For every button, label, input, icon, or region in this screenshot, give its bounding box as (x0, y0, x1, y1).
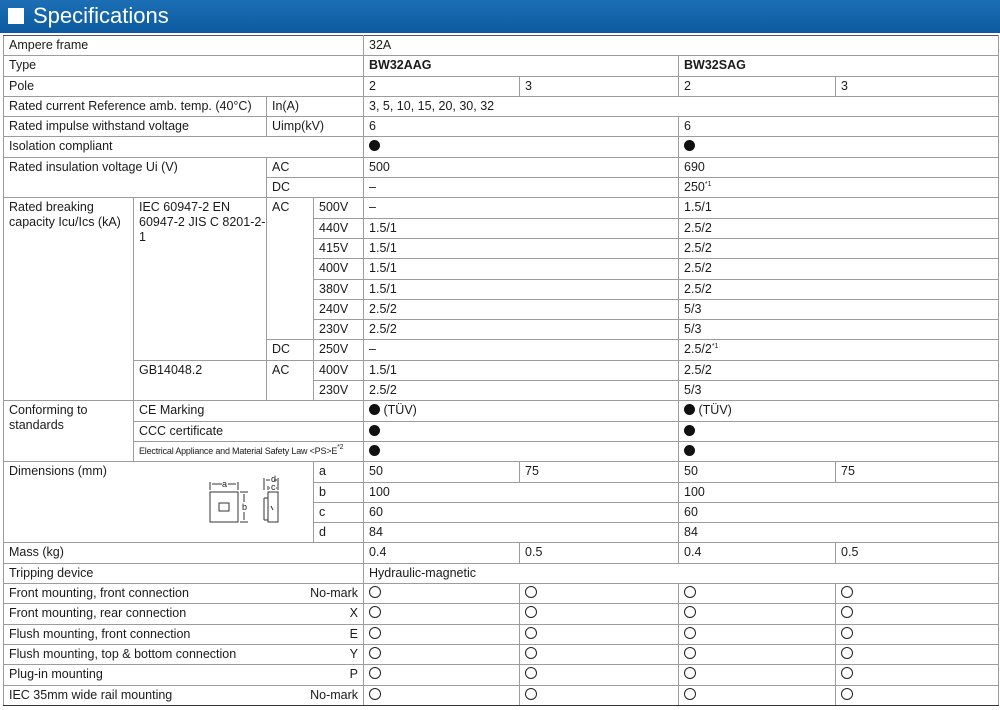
mount-cell (520, 685, 679, 705)
open-circle-icon (369, 688, 381, 700)
filled-circle-icon (369, 425, 380, 436)
mount-cell (520, 584, 679, 604)
open-circle-icon (369, 647, 381, 659)
mount-cell (364, 665, 520, 685)
pole-aag-2: 2 (364, 76, 520, 96)
table-row (4, 360, 999, 380)
mounting-mark: No-mark (310, 687, 359, 702)
breaking-aag: 1.5/1 (364, 360, 679, 380)
breaking-voltage: 230V (314, 320, 364, 340)
open-circle-icon (525, 627, 537, 639)
open-circle-icon (841, 586, 853, 598)
front-view-outline (210, 492, 238, 522)
breaking-aag: 2.5/2 (364, 381, 679, 401)
side-view-outline (268, 492, 278, 522)
open-circle-icon (841, 647, 853, 659)
breaking-sag (679, 340, 999, 360)
insulation-ac: AC (267, 157, 364, 177)
mounting-mark: X (349, 606, 359, 621)
breaking-voltage: 380V (314, 279, 364, 299)
dim-a-sag-3: 75 (836, 462, 999, 482)
open-circle-icon (684, 586, 696, 598)
isolation-sag (679, 137, 999, 157)
breaking-sag: 1.5/1 (679, 198, 999, 218)
table-row (4, 36, 999, 56)
ce-aag-value: (TÜV) (383, 403, 417, 418)
fig-label-d: d (271, 474, 277, 484)
breaking-sag-value: 2.5/2 (684, 342, 712, 357)
mass-label: Mass (kg) (4, 543, 364, 563)
mounting-mark: E (349, 626, 359, 641)
insulation-ac-sag: 690 (679, 157, 999, 177)
filled-circle-icon (684, 445, 695, 456)
dimensions-label: Dimensions (mm) (4, 462, 314, 543)
isolation-label: Isolation compliant (4, 137, 364, 157)
open-circle-icon (684, 627, 696, 639)
mount-cell (679, 624, 836, 644)
dim-key: b (314, 482, 364, 502)
pse-label (134, 441, 364, 461)
conforming-label: Conforming to standards (4, 401, 134, 462)
table-row (4, 76, 999, 96)
breaking-sag: 2.5/2 (679, 238, 999, 258)
impulse-aag: 6 (364, 117, 679, 137)
open-circle-icon (525, 606, 537, 618)
dimension-figure (200, 470, 300, 534)
breaking-ac: AC (267, 360, 314, 401)
open-circle-icon (684, 647, 696, 659)
mount-cell (679, 685, 836, 705)
filled-circle-icon (369, 445, 380, 456)
rated-current-label: Rated current Reference amb. temp. (40°C) (4, 96, 267, 116)
insulation-dc: DC (267, 178, 364, 198)
dim-d-aag: 84 (364, 523, 679, 543)
impulse-label: Rated impulse withstand voltage (4, 117, 267, 137)
mass-sag-3: 0.5 (836, 543, 999, 563)
open-circle-icon (369, 606, 381, 618)
breaking-sag: 2.5/2 (679, 279, 999, 299)
breaking-capacity-label: Rated breaking capacity Icu/Ics (kA) (4, 198, 134, 401)
mount-cell (679, 604, 836, 624)
open-circle-icon (841, 667, 853, 679)
ampere-frame-label: Ampere frame (4, 36, 364, 56)
breaking-aag: 1.5/1 (364, 259, 679, 279)
pse-aag (364, 441, 679, 461)
type-sag: BW32SAG (679, 56, 999, 76)
breaking-sag: 5/3 (679, 381, 999, 401)
table-row (4, 137, 999, 157)
mounting-name: IEC 35mm wide rail mounting (9, 687, 173, 702)
mounting-label (4, 685, 364, 705)
mount-cell (836, 644, 999, 664)
mounting-name: Plug-in mounting (9, 667, 103, 682)
filled-circle-icon (684, 425, 695, 436)
mass-aag-3: 0.5 (520, 543, 679, 563)
mounting-mark: No-mark (310, 586, 359, 601)
table-row (4, 543, 999, 563)
rated-current-unit: In(A) (267, 96, 364, 116)
open-circle-icon (684, 688, 696, 700)
breaking-aag: 2.5/2 (364, 299, 679, 319)
pse-sag (679, 441, 999, 461)
insulation-dc-sag (679, 178, 999, 198)
impulse-sag: 6 (679, 117, 999, 137)
insulation-dc-sag-value: 250 (684, 180, 705, 195)
pse-label-text: Electrical Appliance and Material Safety Law <PS>E (139, 445, 338, 456)
filled-circle-icon (684, 404, 695, 415)
section-header (0, 0, 1000, 33)
dim-a-aag-2: 50 (364, 462, 520, 482)
mounting-label (4, 604, 364, 624)
mount-cell (520, 665, 679, 685)
dim-key: c (314, 502, 364, 522)
open-circle-icon (525, 647, 537, 659)
breaking-sag: 5/3 (679, 299, 999, 319)
breaking-sag: 2.5/2 (679, 259, 999, 279)
dim-c-aag: 60 (364, 502, 679, 522)
mount-cell (364, 644, 520, 664)
open-circle-icon (841, 688, 853, 700)
specifications-table (3, 35, 999, 706)
table-row (4, 604, 999, 624)
breaking-voltage: 500V (314, 198, 364, 218)
mounting-label (4, 644, 364, 664)
fig-label-a: a (222, 479, 228, 489)
open-circle-icon (369, 667, 381, 679)
open-circle-icon (525, 688, 537, 700)
mount-cell (520, 624, 679, 644)
table-row (4, 401, 999, 421)
mount-cell (836, 604, 999, 624)
insulation-dc-aag: – (364, 178, 679, 198)
breaking-std-iec: IEC 60947-2 EN 60947-2 JIS C 8201-2-1 (134, 198, 267, 360)
breaking-voltage: 400V (314, 259, 364, 279)
mounting-label (4, 584, 364, 604)
filled-circle-icon (369, 404, 380, 415)
mount-cell (520, 604, 679, 624)
breaking-ac: AC (267, 198, 314, 340)
mount-cell (364, 685, 520, 705)
insulation-ac-aag: 500 (364, 157, 679, 177)
open-circle-icon (369, 627, 381, 639)
table-row (4, 644, 999, 664)
mounting-name: Flush mounting, front connection (9, 626, 191, 641)
breaking-aag: – (364, 340, 679, 360)
mass-aag-2: 0.4 (364, 543, 520, 563)
mount-cell (836, 624, 999, 644)
mounting-mark: P (349, 667, 359, 682)
mount-cell (364, 624, 520, 644)
breaking-aag: 1.5/1 (364, 238, 679, 258)
mount-cell (364, 584, 520, 604)
table-row (4, 563, 999, 583)
breaking-sag: 2.5/2 (679, 218, 999, 238)
dim-c-sag: 60 (679, 502, 999, 522)
table-row (4, 462, 999, 482)
insulation-label: Rated insulation voltage Ui (V) (4, 157, 267, 198)
mass-sag-2: 0.4 (679, 543, 836, 563)
fig-label-c: c (271, 482, 276, 492)
mount-cell (836, 685, 999, 705)
ce-marking-label: CE Marking (134, 401, 364, 421)
mount-cell (679, 584, 836, 604)
open-circle-icon (684, 667, 696, 679)
rated-current-value: 3, 5, 10, 15, 20, 30, 32 (364, 96, 999, 116)
tripping-label: Tripping device (4, 563, 364, 583)
pole-aag-3: 3 (520, 76, 679, 96)
table-row (4, 624, 999, 644)
dim-b-aag: 100 (364, 482, 679, 502)
table-row (4, 56, 999, 76)
fig-label-b: b (242, 502, 248, 512)
footnote-ref: *1 (704, 181, 712, 189)
pole-label: Pole (4, 76, 364, 96)
mounting-mark: Y (349, 646, 359, 661)
table-row (4, 685, 999, 705)
breaking-voltage: 415V (314, 238, 364, 258)
filled-circle-icon (684, 140, 695, 151)
mount-cell (520, 644, 679, 664)
table-row (4, 117, 999, 137)
dim-key: a (314, 462, 364, 482)
breaking-std-gb: GB14048.2 (134, 360, 267, 401)
type-label: Type (4, 56, 364, 76)
table-row (4, 665, 999, 685)
type-aag: BW32AAG (364, 56, 679, 76)
breaking-sag: 5/3 (679, 320, 999, 340)
filled-circle-icon (369, 140, 380, 151)
footnote-ref: *2 (337, 443, 344, 451)
breaking-voltage: 440V (314, 218, 364, 238)
breaking-voltage: 230V (314, 381, 364, 401)
mount-cell (679, 644, 836, 664)
mounting-label (4, 665, 364, 685)
pole-sag-2: 2 (679, 76, 836, 96)
table-row (4, 96, 999, 116)
mount-cell (679, 665, 836, 685)
dim-key: d (314, 523, 364, 543)
breaking-voltage: 250V (314, 340, 364, 360)
table-row (4, 584, 999, 604)
ce-sag (679, 401, 999, 421)
open-circle-icon (841, 606, 853, 618)
table-row (4, 421, 999, 441)
mount-cell (364, 604, 520, 624)
ccc-label: CCC certificate (134, 421, 364, 441)
breaking-aag: – (364, 198, 679, 218)
ampere-frame-value: 32A (364, 36, 999, 56)
breaking-aag: 2.5/2 (364, 320, 679, 340)
ce-sag-value: (TÜV) (698, 403, 732, 418)
dim-d-sag: 84 (679, 523, 999, 543)
breaking-sag: 2.5/2 (679, 360, 999, 380)
breaking-aag: 1.5/1 (364, 218, 679, 238)
mounting-name: Flush mounting, top & bottom connection (9, 646, 237, 661)
ce-aag (364, 401, 679, 421)
dim-a-aag-3: 75 (520, 462, 679, 482)
pole-sag-3: 3 (836, 76, 999, 96)
breaking-dc: DC (267, 340, 314, 360)
impulse-unit: Uimp(kV) (267, 117, 364, 137)
ccc-aag (364, 421, 679, 441)
tripping-value: Hydraulic-magnetic (364, 563, 999, 583)
open-circle-icon (525, 667, 537, 679)
open-circle-icon (369, 586, 381, 598)
breaking-voltage: 240V (314, 299, 364, 319)
mounting-name: Front mounting, front connection (9, 586, 189, 601)
mounting-name: Front mounting, rear connection (9, 606, 187, 621)
mounting-label (4, 624, 364, 644)
table-row (4, 441, 999, 461)
open-circle-icon (684, 606, 696, 618)
mount-cell (836, 584, 999, 604)
front-view-handle (219, 503, 229, 511)
footnote-ref: *1 (711, 343, 719, 351)
table-row (4, 157, 999, 177)
table-row (4, 198, 999, 218)
dim-a-sag-2: 50 (679, 462, 836, 482)
breaking-voltage: 400V (314, 360, 364, 380)
dim-b-sag: 100 (679, 482, 999, 502)
mount-cell (836, 665, 999, 685)
open-circle-icon (525, 586, 537, 598)
page-title: Specifications (33, 3, 169, 28)
open-circle-icon (841, 627, 853, 639)
ccc-sag (679, 421, 999, 441)
isolation-aag (364, 137, 679, 157)
header-square-icon (8, 8, 24, 24)
breaking-aag: 1.5/1 (364, 279, 679, 299)
